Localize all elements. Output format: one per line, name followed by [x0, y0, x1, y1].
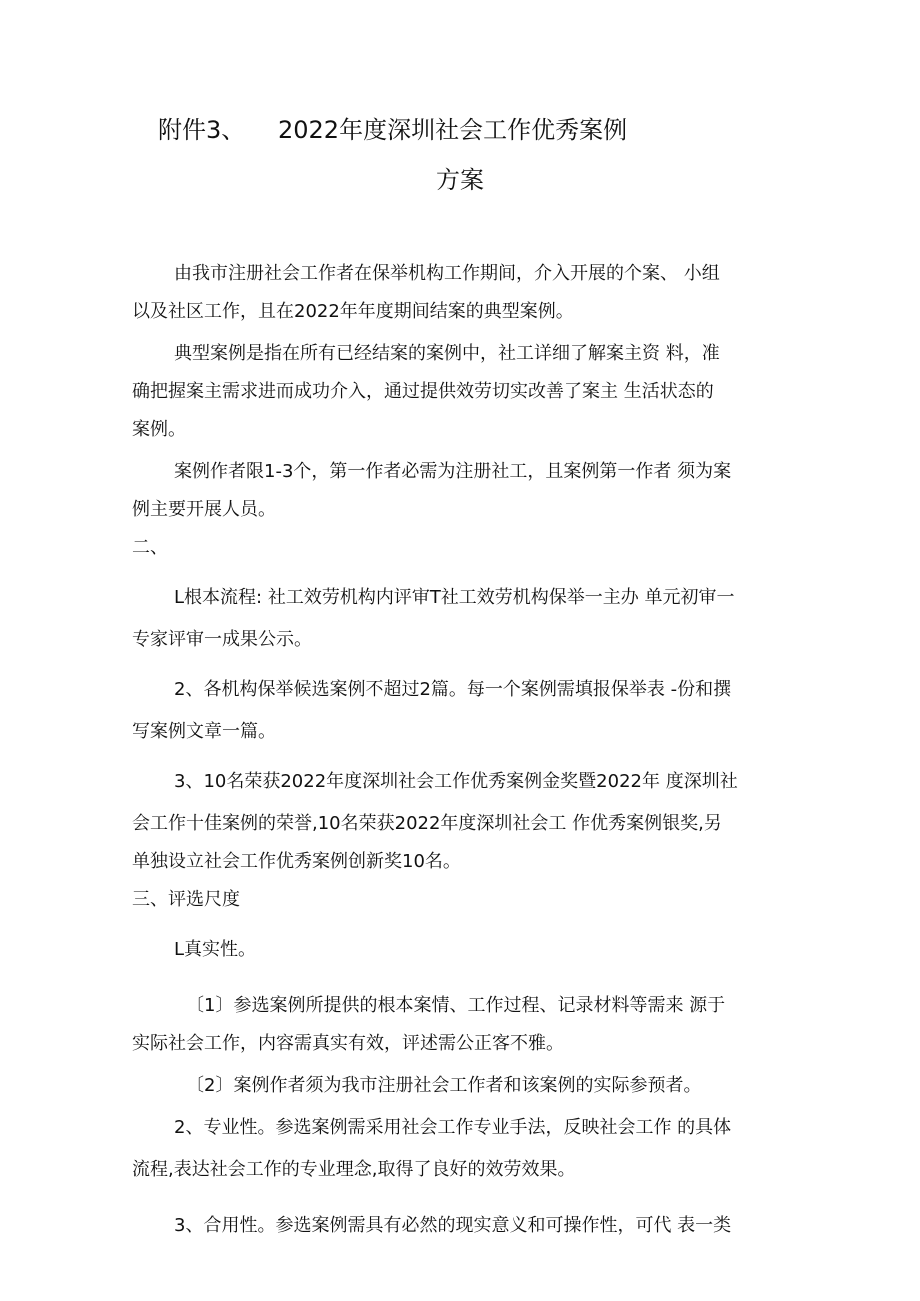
title-prefix: 附件3、: [158, 116, 246, 144]
document-title: [158, 110, 627, 150]
paragraph-line: 写案例文章一篇。: [132, 721, 276, 742]
paragraph-line: 单独设立社会工作优秀案例创新奖10名。: [132, 851, 461, 872]
paragraph-line: 确把握案主需求进而成功介入，通过提供效劳切实改善了案主 生活状态的: [132, 381, 714, 402]
paragraph-line: 流程,表达社会工作的专业理念,取得了良好的效劳效果。: [132, 1159, 576, 1180]
section-heading: 三、评选尺度: [132, 889, 240, 910]
paragraph-line: 专家评审一成果公示。: [132, 629, 312, 650]
document-title-line2: 方案: [436, 166, 484, 194]
document-body: [132, 255, 800, 1245]
paragraph-line: 实际社会工作，内容需真实有效，评述需公正客不雅。: [132, 1033, 564, 1054]
paragraph-line: 案例作者限1-3个，第一作者必需为注册社工，且案例第一作者 须为案: [174, 461, 732, 482]
title-main: 2022年度深圳社会工作优秀案例: [278, 116, 628, 144]
paragraph-line: 以及社区工作，且在2022年年度期间结案的典型案例。: [132, 301, 574, 322]
paragraph-line: 〔2〕案例作者须为我市注册社会工作者和该案例的实际参预者。: [186, 1075, 702, 1096]
section-heading: 二、: [132, 537, 168, 558]
paragraph-line: 会工作十佳案例的荣誉,10名荣获2022年度深圳社会工 作优秀案例银奖,另: [132, 813, 722, 834]
paragraph-line: 典型案例是指在所有已经结案的案例中，社工详细了解案主资 料，准: [174, 343, 720, 364]
paragraph-line: 3、合用性。参选案例需具有必然的现实意义和可操作性，可代 表一类: [174, 1215, 732, 1236]
paragraph-line: 〔1〕参选案例所提供的根本案情、工作过程、记录材料等需来 源于: [186, 995, 726, 1016]
paragraph-line: 3、10名荣获2022年度深圳社会工作优秀案例金奖暨2022年 度深圳社: [174, 771, 738, 792]
paragraph-line: L根本流程: 社工效劳机构内评审T社工效劳机构保举一主办 单元初审一: [174, 587, 735, 608]
paragraph-line: 2、专业性。参选案例需采用社会工作专业手法，反映社会工作 的具体: [174, 1117, 732, 1138]
paragraph-line: 案例。: [132, 419, 186, 440]
paragraph-line: 由我市注册社会工作者在保举机构工作期间，介入开展的个案、 小组: [174, 263, 720, 284]
paragraph-line: 2、各机构保举候选案例不超过2篇。每一个案例需填报保举表 -份和撰: [174, 679, 732, 700]
paragraph-line: L真实性。: [174, 939, 257, 960]
paragraph-line: 例主要开展人员。: [132, 499, 276, 520]
